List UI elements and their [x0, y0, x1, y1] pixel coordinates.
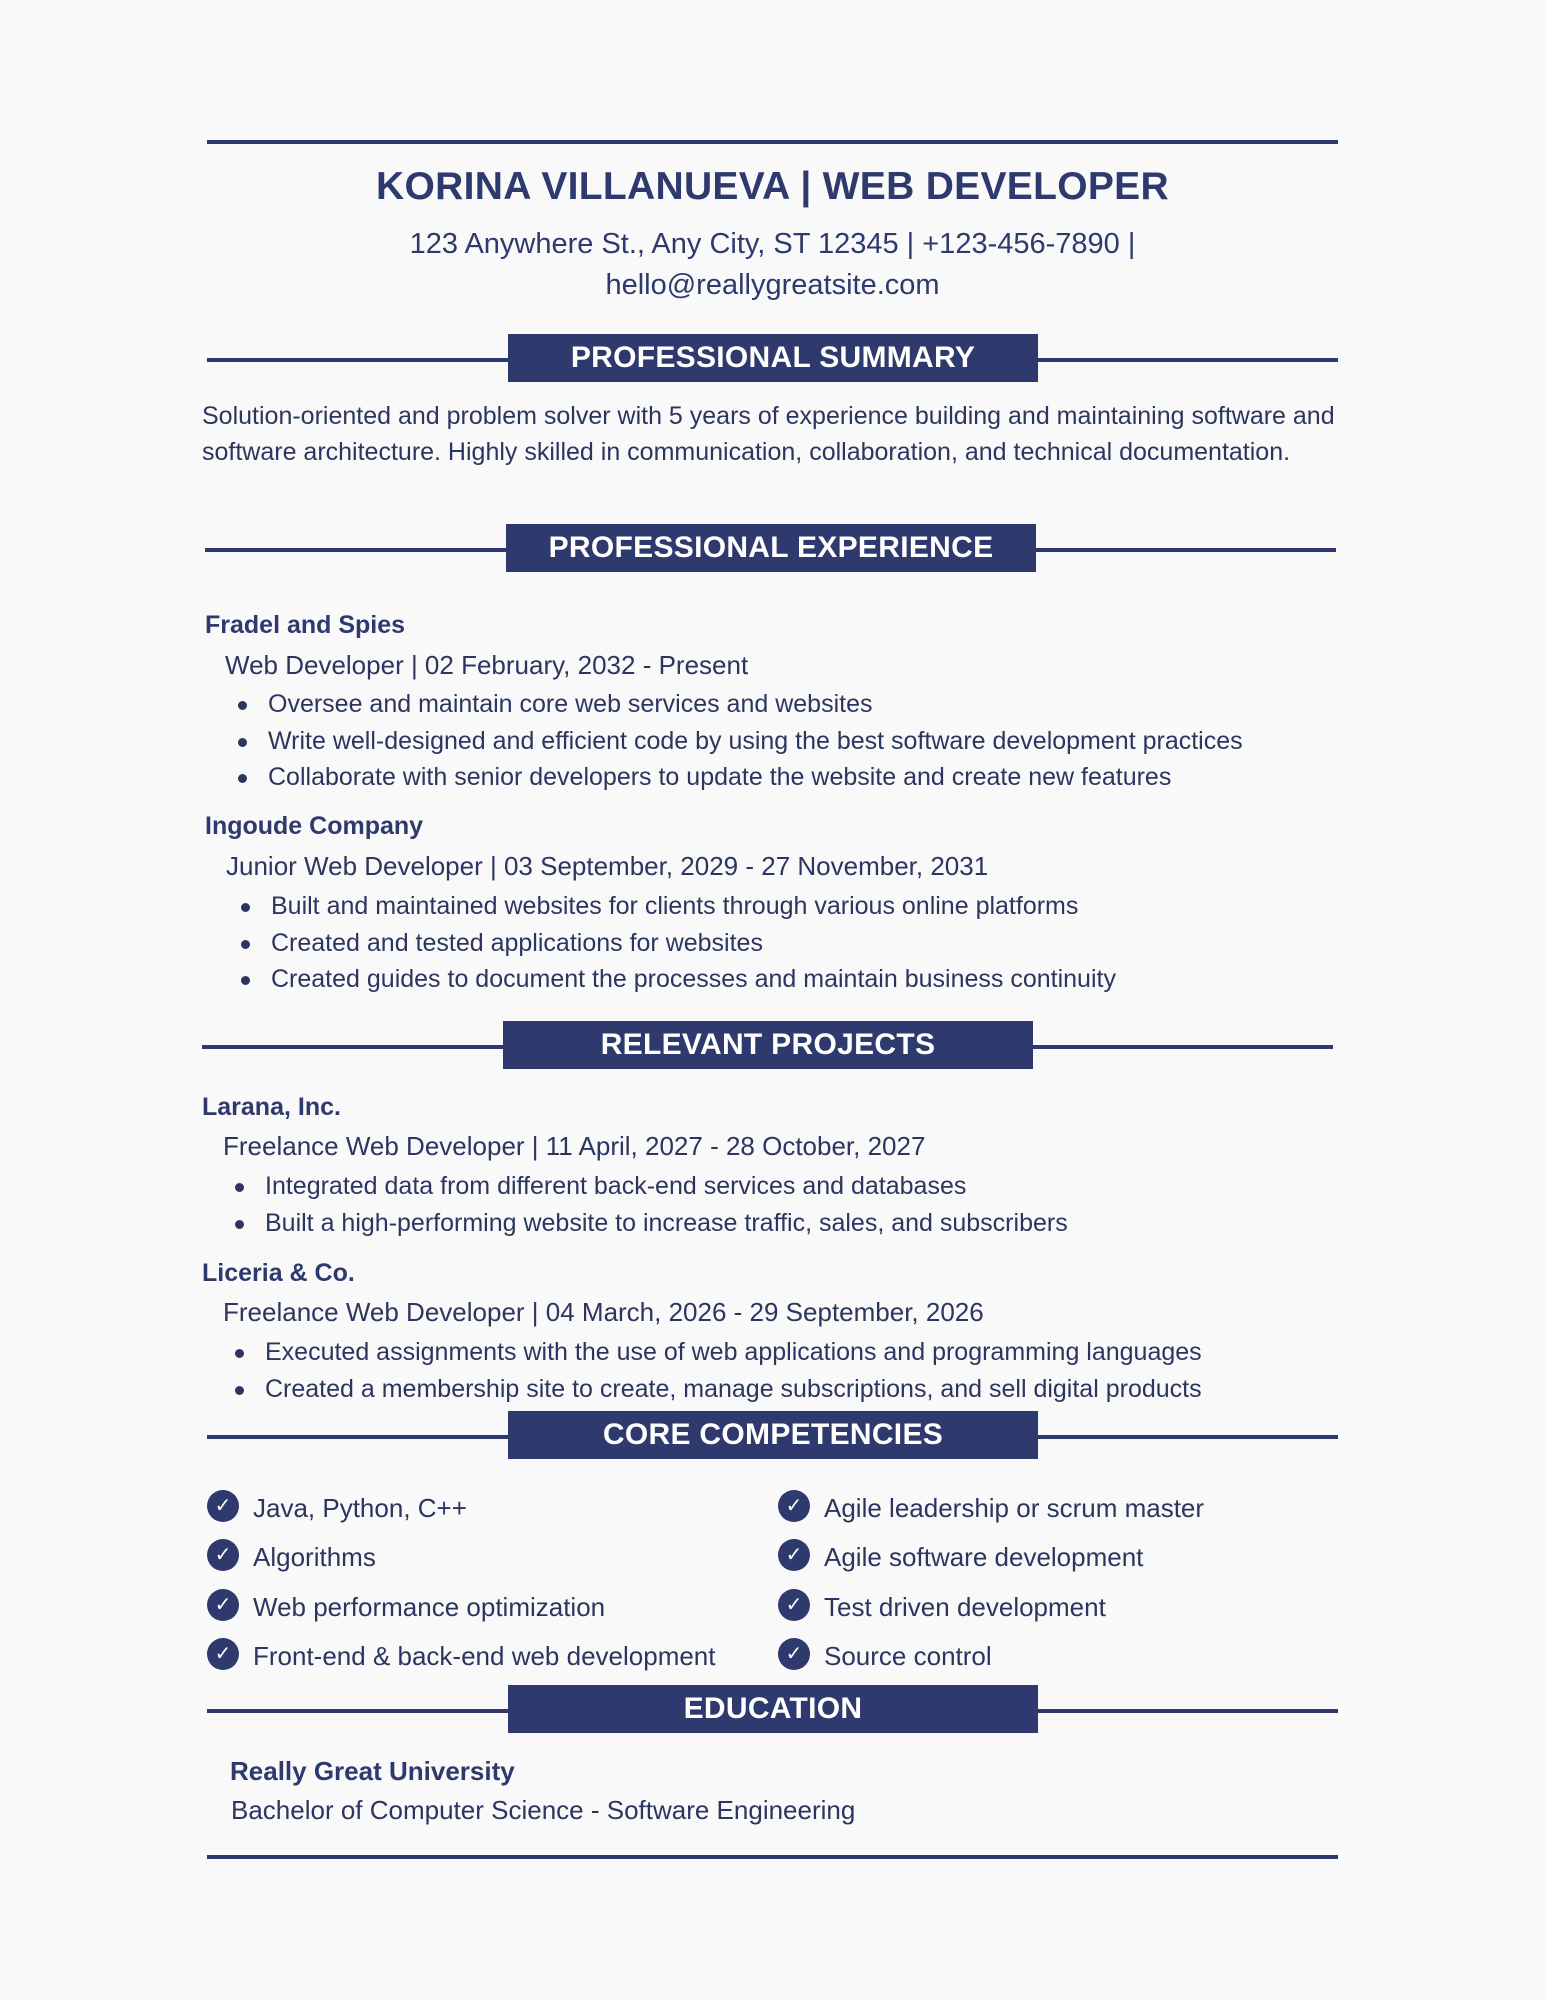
list-item: Collaborate with senior developers to update the website and create new features [268, 759, 1243, 796]
check-circle-icon: ✓ [778, 1490, 810, 1522]
check-circle-icon: ✓ [207, 1638, 239, 1670]
bottom-rule [207, 1855, 1338, 1859]
competency-left-1: Java, Python, C++ [253, 1493, 467, 1523]
project-role-1: Freelance Web Developer | 11 April, 2027 - 28 October, 2027 [223, 1131, 926, 1161]
name-title: KORINA VILLANUEVA | WEB DEVELOPER [376, 165, 1169, 208]
experience-role-2: Junior Web Developer | 03 September, 2029 - 27 November, 2031 [226, 851, 989, 881]
check-circle-icon: ✓ [778, 1539, 810, 1571]
project-company-2: Liceria & Co. [202, 1259, 355, 1287]
competency-left-3: Web performance optimization [253, 1592, 606, 1622]
summary-heading: PROFESSIONAL SUMMARY [508, 334, 1038, 382]
competencies-heading: CORE COMPETENCIES [508, 1411, 1038, 1459]
list-item: Executed assignments with the use of web applications and programming languages [265, 1334, 1202, 1371]
list-item: Built a high-performing website to increase traffic, sales, and subscribers [265, 1205, 1068, 1242]
check-circle-icon: ✓ [207, 1589, 239, 1621]
list-item: Created guides to document the processes and maintain business continuity [271, 961, 1116, 998]
check-circle-icon: ✓ [207, 1539, 239, 1571]
competency-right-3: Test driven development [824, 1592, 1106, 1622]
check-circle-icon: ✓ [778, 1638, 810, 1670]
experience-company-2: Ingoude Company [205, 812, 424, 840]
education-heading: EDUCATION [508, 1685, 1038, 1733]
project-role-2: Freelance Web Developer | 04 March, 2026 - 29 September, 2026 [223, 1297, 984, 1327]
project-company-1: Larana, Inc. [202, 1093, 341, 1121]
check-circle-icon: ✓ [207, 1490, 239, 1522]
competency-left-4: Front-end & back-end web development [253, 1641, 716, 1671]
project-bullets-2 [265, 1334, 1202, 1407]
education-school: Really Great University [230, 1756, 515, 1786]
list-item: Oversee and maintain core web services and websites [268, 686, 1243, 723]
list-item: Created a membership site to create, manage subscriptions, and sell digital products [265, 1371, 1202, 1408]
competency-right-1: Agile leadership or scrum master [824, 1493, 1205, 1523]
competency-right-2: Agile software development [824, 1542, 1144, 1572]
experience-role-1: Web Developer | 02 February, 2032 - Present [225, 650, 749, 680]
competency-right-4: Source control [824, 1641, 992, 1671]
experience-bullets-1 [268, 686, 1243, 796]
list-item: Built and maintained websites for clients through various online platforms [271, 888, 1116, 925]
contact-line-1: 123 Anywhere St., Any City, ST 12345 | +123-456-7890 | [409, 228, 1136, 260]
list-item: Integrated data from different back-end services and databases [265, 1168, 1068, 1205]
list-item: Write well-designed and efficient code by using the best software development practices [268, 723, 1243, 760]
project-bullets-1 [265, 1168, 1068, 1241]
list-item: Created and tested applications for websites [271, 925, 1116, 962]
experience-bullets-2 [271, 888, 1116, 998]
experience-company-1: Fradel and Spies [205, 611, 406, 639]
summary-paragraph: Solution-oriented and problem solver with 5 years of experience building and maintaining software and software architecture. Highly skilled in communication, collaboration, and technical documentation. [202, 402, 1335, 466]
contact-email: hello@reallygreatsite.com [605, 269, 940, 301]
projects-heading: RELEVANT PROJECTS [503, 1021, 1033, 1069]
top-rule [207, 140, 1338, 144]
competency-left-2: Algorithms [253, 1542, 376, 1572]
experience-heading: PROFESSIONAL EXPERIENCE [506, 524, 1036, 572]
education-degree: Bachelor of Computer Science - Software Engineering [231, 1795, 856, 1825]
check-circle-icon: ✓ [778, 1589, 810, 1621]
